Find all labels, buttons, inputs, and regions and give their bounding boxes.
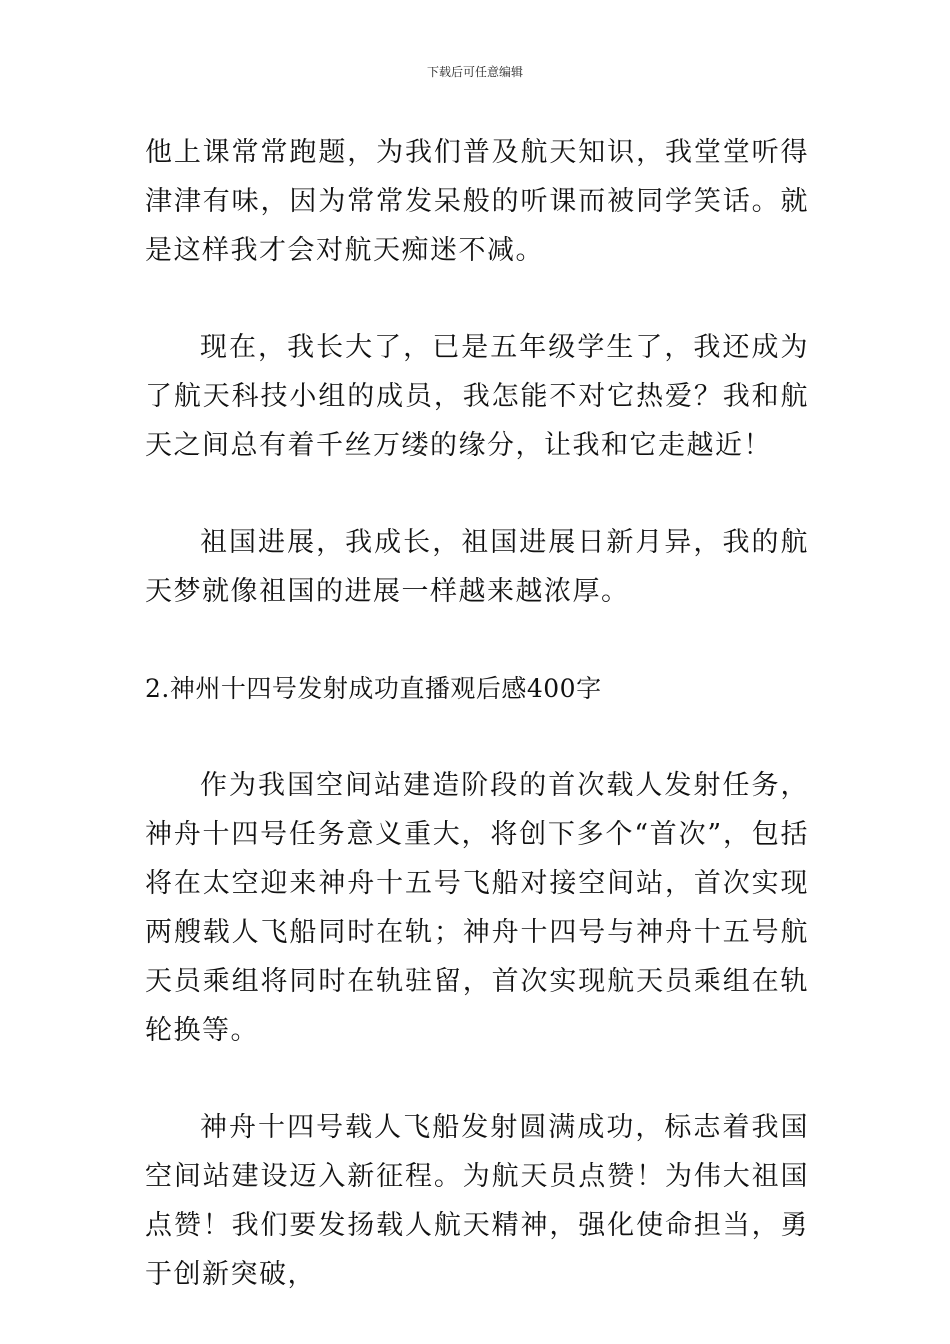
page-header-note: 下载后可任意编辑 xyxy=(426,65,523,79)
paragraph-gap xyxy=(145,616,809,664)
paragraph-mission-significance: 作为我国空间站建造阶段的首次载人发射任务，神舟十四号任务意义重大，将创下多个“首次”，包括将在太空迎来神舟十五号飞船对接空间站，首次实现两艘载人飞船同时在轨；神舟十四号与神舟十五号航天员乘组将同时在轨驻留，首次实现航天员乘组在轨轮换等。 xyxy=(145,770,809,1046)
paragraph-launch-success: 神舟十四号载人飞船发射圆满成功，标志着我国空间站建设迈入新征程。为航天员点赞！为伟大祖国点赞！我们要发扬载人航天精神，强化使命担当，勇于创新突破， xyxy=(145,1112,809,1290)
paragraph-gap xyxy=(145,1055,809,1103)
paragraph-growing-up: 现在，我长大了，已是五年级学生了，我还成为了航天科技小组的成员，我怎能不对它热爱？我和航天之间总有着千丝万缕的缘分，让我和它走越近！ xyxy=(145,332,809,461)
paragraph-gap xyxy=(145,275,809,323)
paragraph-gap xyxy=(145,713,809,761)
paragraph-motherland: 祖国进展，我成长，祖国进展日新月异，我的航天梦就像祖国的进展一样越来越浓厚。 xyxy=(145,527,809,607)
section-heading: 2.神州十四号发射成功直播观后感400字 xyxy=(145,674,602,703)
paragraph-gap xyxy=(145,470,809,518)
document-body xyxy=(145,128,809,1299)
paragraph-continued: 他上课常常跑题，为我们普及航天知识，我堂堂听得津津有味，因为常常发呆般的听课而被同学笑话。就是这样我才会对航天痴迷不减。 xyxy=(145,137,809,266)
